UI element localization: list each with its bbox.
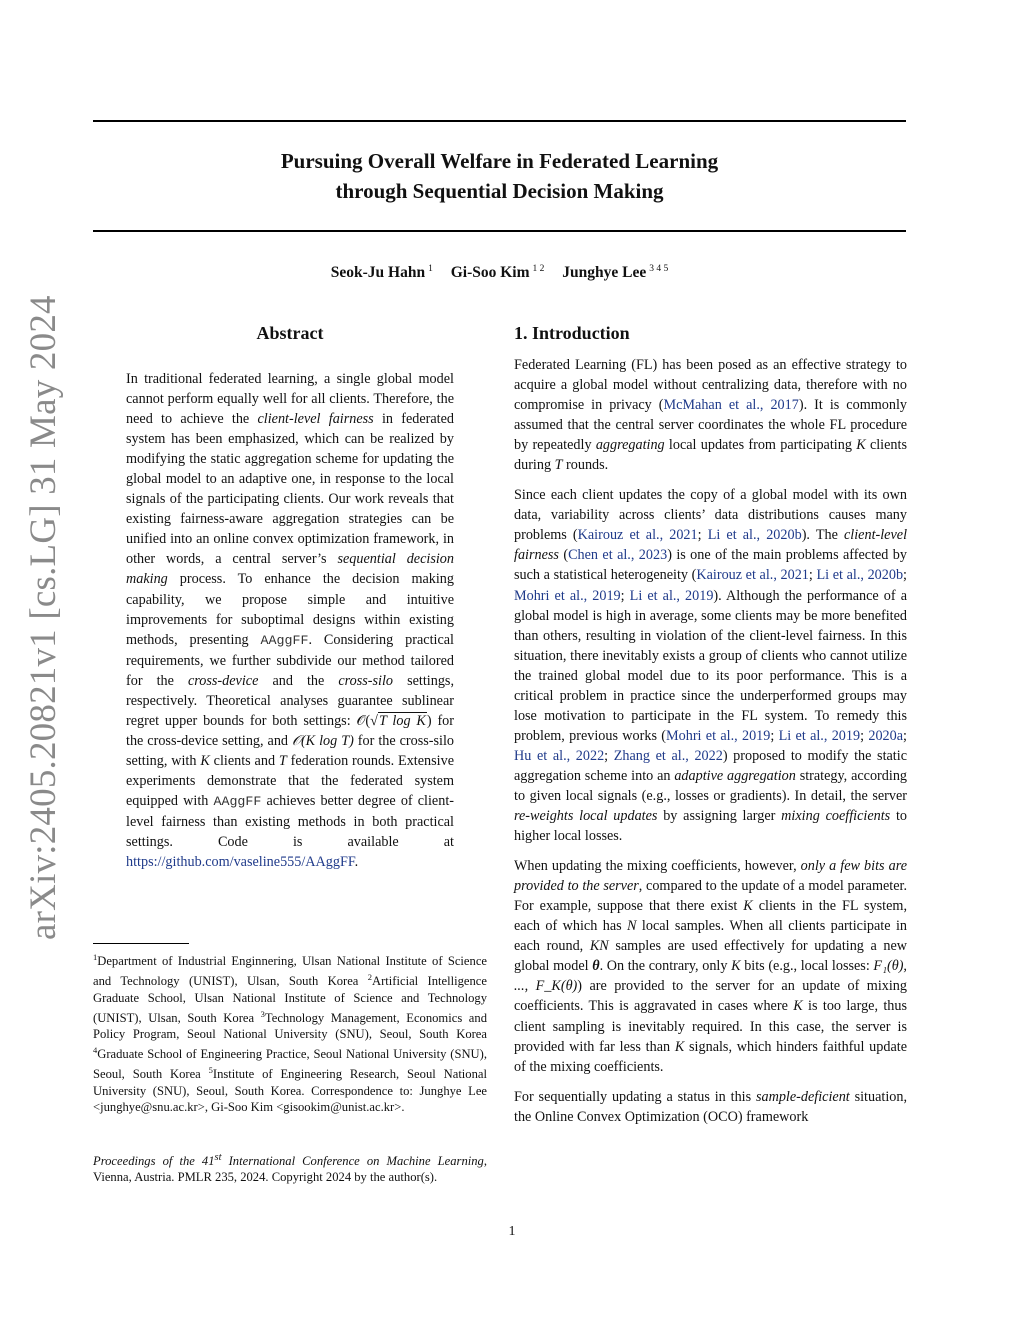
title-line-1: Pursuing Overall Welfare in Federated Learning	[280, 149, 719, 173]
citation-link[interactable]: McMahan et al., 2017	[663, 397, 799, 414]
method-name: AAggFF	[260, 632, 309, 648]
citation-link[interactable]: Kairouz et al., 2021	[696, 567, 809, 584]
author-list	[93, 264, 906, 282]
citation-link[interactable]: Li et al., 2019	[629, 587, 714, 604]
citation-link[interactable]: 2020a	[868, 727, 904, 744]
title-bottom-rule	[93, 230, 906, 232]
author: Seok-Ju Hahn $^1$	[330, 264, 433, 281]
introduction-heading: 1. Introduction	[514, 323, 630, 343]
code-link[interactable]: https://github.com/vaseline555/AAggFF	[126, 854, 355, 871]
citation-link[interactable]: Zhang et al., 2022	[613, 747, 723, 764]
citation-link[interactable]: Kairouz et al., 2021	[577, 527, 698, 544]
citation-link[interactable]: Mohri et al., 2019	[514, 587, 621, 604]
footnote-rule	[93, 943, 189, 944]
arxiv-stamp: arXiv:2405.20821v1 [cs.LG] 31 May 2024	[23, 295, 64, 940]
citation-link[interactable]: Li et al., 2019	[778, 727, 861, 744]
regret-bound-cross-silo: 𝒪(K log T)	[292, 732, 354, 749]
intro-paragraph-2: Since each client updates the copy of a global model with its own data, variability across clients’ data distributions causes many problems (Kairouz et al., 2021; Li et al., 2020b). The client-level fairness (Chen et al., 2023) is one of the main problems affected by such a statistical heterogeneity (Kairouz et al., 2021; Li et al., 2020b; Mohri et al., 2019; Li et al., 2019). Although the performance of a global model is high in average, some clients may be more benefited than others, resulting in violation of the client-level fairness. In this situation, there inevitably exists a group of clients who cannot utilize the trained global model due to its poor performance. This is a critical problem in practice since the underperformed groups may lose motivation to participate in the FL system. To remedy this problem, previous works (Mohri et al., 2019; Li et al., 2019; 2020a; Hu et al., 2022; Zhang et al., 2022) proposed to modify the static aggregation scheme into an adaptive aggregation strategy, according to given local signals (e.g., losses or gradients). In detail, the server re-weights local updates by assigning larger mixing coefficients to higher local losses.	[514, 487, 908, 845]
method-name: AAggFF	[213, 793, 262, 809]
author: Junghye Lee $^{3 4 5}$	[562, 264, 669, 281]
paper-title	[93, 146, 906, 206]
citation-link[interactable]: Mohri et al., 2019	[666, 727, 771, 744]
citation-link[interactable]: Li et al., 2020b	[816, 567, 904, 584]
author: Gi-Soo Kim $^{1 2}$	[450, 264, 545, 281]
affiliation-marker: 1	[428, 264, 433, 274]
affiliation-marker: 1 2	[532, 264, 545, 274]
intro-paragraph-1: Federated Learning (FL) has been posed as an effective strategy to acquire a global model without centralizing data, therefore with no compromise in privacy (McMahan et al., 2017). It is commonly assumed that the central server coordinates the whole FL procedure by repeatedly aggregating local updates from participating K clients during T rounds.	[514, 357, 907, 474]
citation-link[interactable]: Li et al., 2020b	[707, 527, 802, 544]
abstract-heading: Abstract	[256, 323, 324, 343]
title-top-rule	[93, 120, 906, 122]
abstract-text: In traditional federated learning, a single global model cannot perform equally well for all clients. Therefore, the need to achieve the client-level fairness in federated system has been emphasized, which can be realized by modifying the static aggregation scheme for updating the global model to an adaptive one, in response to the local signals of the participating clients. Our work reveals that existing fairness-aware aggregation strategies can be unified into an online convex optimization framework, in other words, a central server’s sequential decision making process. To enhance the decision making capability, we propose simple and intuitive improvements for suboptimal designs within existing methods, presenting AAggFF. Considering practical requirements, we further subdivide our method tailored for the cross-device and the cross-silo settings, respectively. Theoretical analyses guarantee sublinear regret upper bounds for both settings: 𝒪(√T log K) for the cross-device setting, and 𝒪(K log T) for the cross-silo setting, with K clients and T federation rounds. Extensive experiments demonstrate that the federated system equipped with AAggFF achieves better degree of client-level fairness than existing methods in both practical settings. Code is available at https://github.com/vaseline555/AAggFF.	[126, 371, 455, 871]
affiliations-footnote: $^1$Department of Industrial Enginnering, Ulsan National Institute of Science and Technology (UNIST), Ulsan, South Korea $^2$Artificial Intelligence Graduate School, Ulsan National Institute of Science and Technology (UNIST), Ulsan, South Korea $^3$Technology Management, Economics and Policy Program, Seoul National University (SNU), Seoul, South Korea $^4$Graduate School of Engineering Practice, Seoul National University (SNU), Seoul, South Korea $^5$Institute of Engineering Research, Seoul National University (SNU), Seoul, South Korea. Correspondence to: Junghye Lee <junghye@snu.ac.kr>, Gi-Soo Kim <gisookim@unist.ac.kr>.	[93, 952, 487, 1114]
title-line-2: through Sequential Decision Making	[335, 179, 664, 203]
regret-bound-cross-device: 𝒪(√T log K)	[356, 712, 432, 729]
left-column	[93, 322, 487, 872]
page-number: 1	[508, 1224, 516, 1239]
citation-link[interactable]: Hu et al., 2022	[514, 747, 605, 764]
intro-paragraph-4: For sequentially updating a status in this sample-deficient situation, the Online Convex Optimization (OCO) framework	[514, 1088, 907, 1125]
proceedings-note: Proceedings of the 41st International Conference on Machine Learning, Vienna, Austria. PMLR 235, 2024. Copyright 2024 by the author(s).	[93, 1152, 487, 1185]
right-column	[514, 322, 907, 1137]
citation-link[interactable]: Chen et al., 2023	[568, 547, 668, 564]
affiliation-marker: 3 4 5	[649, 264, 669, 274]
intro-paragraph-3: When updating the mixing coefficients, however, only a few bits are provided to the server, compared to the update of a model parameter. For example, suppose that there exist K clients in the FL system, each of which has N local samples. When all clients participate in each round, KN samples are used effectively for updating a new global model θ. On the contrary, only K bits (e.g., local losses: F₁(θ), ..., F_K(θ)) are provided to the server for an update of mixing coefficients. This is aggravated in cases where K is too large, thus client sampling is inevitably required. In this case, the server is provided with far less than K signals, which hinders faithful update of the mixing coefficients.	[514, 858, 908, 1075]
